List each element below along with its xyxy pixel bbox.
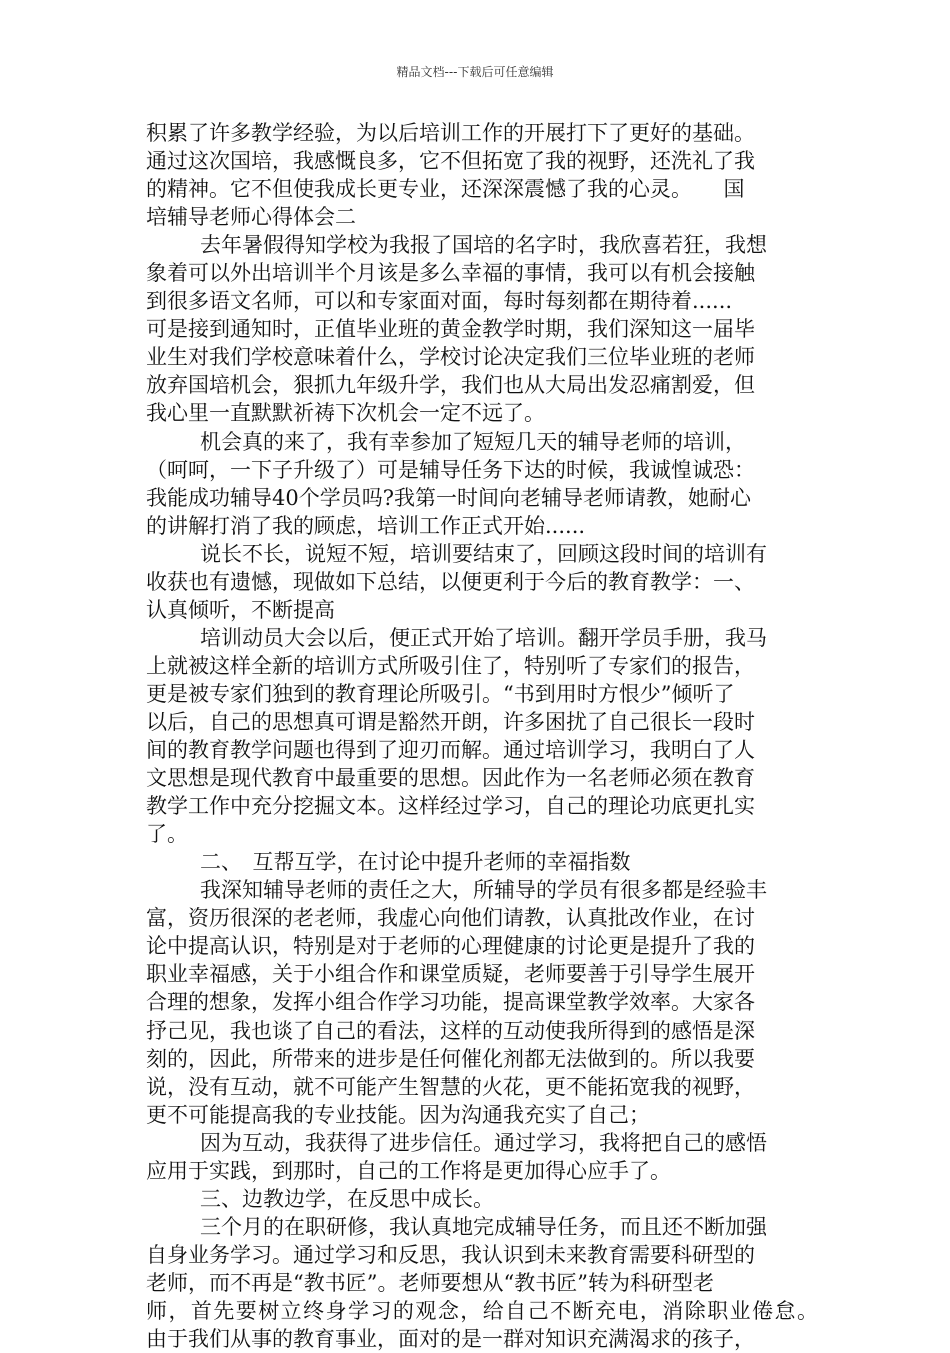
text-line: 职业幸福感，关于小组合作和课堂质疑，老师要善于引导学生展开 <box>146 962 755 987</box>
text-line: 应用于实践，到那时，自己的工作将是更加得心应手了。 <box>146 1158 671 1183</box>
text-line: 认真倾听，不断提高 <box>146 597 335 622</box>
text-line: 放弃国培机会，狠抓九年级升学，我们也从大局出发忍痛割爱，但 <box>146 373 755 398</box>
text-line: 上就被这样全新的培训方式所吸引住了，特别听了专家们的报告， <box>146 653 755 678</box>
text-line: 我能成功辅导40个学员吗?我第一时间向老辅导老师请教，她耐心 <box>146 485 751 510</box>
text-line: 培训动员大会以后，便正式开始了培训。翻开学员手册，我马 <box>200 625 767 650</box>
text-line: 论中提高认识，特别是对于老师的心理健康的讨论更是提升了我的 <box>146 934 755 959</box>
text-line: 以后，自己的思想真可谓是豁然开朗，许多困扰了自己很长一段时 <box>146 709 755 734</box>
text-line: 去年暑假得知学校为我报了国培的名字时，我欣喜若狂，我想 <box>200 233 767 258</box>
text-line: 合理的想象，发挥小组合作学习功能，提高课堂教学效率。大家各 <box>146 990 755 1015</box>
text-line: 到很多语文名师，可以和专家面对面，每时每刻都在期待着...... <box>146 289 733 314</box>
text-line: 更不可能提高我的专业技能。因为沟通我充实了自己； <box>146 1102 650 1127</box>
text-line: 说，没有互动，就不可能产生智慧的火花，更不能拓宽我的视野， <box>146 1074 755 1099</box>
text-line: 老师，而不再是“教书匠”。老师要想从“教书匠”转为科研型老 <box>146 1270 714 1295</box>
document-body <box>146 119 818 1353</box>
text-line: 可是接到通知时，正值毕业班的黄金教学时期，我们深知这一届毕 <box>146 317 755 342</box>
text-line: 间的教育教学问题也得到了迎刃而解。通过培训学习，我明白了人 <box>146 738 755 763</box>
text-line: 三、边教边学，在反思中成长。 <box>200 1186 494 1211</box>
text-line: 象着可以外出培训半个月该是多么幸福的事情，我可以有机会接触 <box>146 261 755 286</box>
text-line: 培辅导老师心得体会二 <box>146 205 356 230</box>
text-line: 了。 <box>146 822 188 847</box>
text-line: （呵呵，一下子升级了）可是辅导任务下达的时候，我诚惶诚恐： <box>146 457 755 482</box>
text-line: 富，资历很深的老老师，我虚心向他们请教，认真批改作业，在讨 <box>146 906 755 931</box>
text-line: 通过这次国培，我感慨良多，它不但拓宽了我的视野，还洗礼了我 <box>146 149 755 174</box>
text-line: 我心里一直默默祈祷下次机会一定不远了。 <box>146 401 545 426</box>
text-line: 因为互动，我获得了进步信任。通过学习，我将把自己的感悟 <box>200 1130 767 1155</box>
text-line: 的讲解打消了我的顾虑，培训工作正式开始...... <box>146 513 586 538</box>
text-line: 业生对我们学校意味着什么，学校讨论决定我们三位毕业班的老师 <box>146 345 755 370</box>
text-line: 的精神。它不但使我成长更专业，还深深震憾了我的心灵。 国 <box>146 177 745 202</box>
text-line: 教学工作中充分挖掘文本。这样经过学习，自己的理论功底更扎实 <box>146 794 755 819</box>
text-line: 更是被专家们独到的教育理论所吸引。“书到用时方恨少”倾听了 <box>146 681 735 706</box>
text-line: 二、 互帮互学，在讨论中提升老师的幸福指数 <box>200 850 631 875</box>
text-line: 师，首先要树立终身学习的观念，给自己不断充电，消除职业倦怠。 <box>146 1298 820 1323</box>
text-line: 机会真的来了，我有幸参加了短短几天的辅导老师的培训， <box>200 429 746 454</box>
text-line: 由于我们从事的教育事业，面对的是一群对知识充满渴求的孩子， <box>146 1327 755 1352</box>
text-line: 文思想是现代教育中最重要的思想。因此作为一名老师必须在教育 <box>146 766 755 791</box>
text-line: 三个月的在职研修，我认真地完成辅导任务，而且还不断加强 <box>200 1214 767 1239</box>
text-line: 积累了许多教学经验，为以后培训工作的开展打下了更好的基础。 <box>146 121 755 145</box>
text-line: 自身业务学习。通过学习和反思，我认识到未来教育需要科研型的 <box>146 1242 755 1267</box>
text-line: 我深知辅导老师的责任之大，所辅导的学员有很多都是经验丰 <box>200 878 767 903</box>
page-header: 精品文档---下载后可任意编辑 <box>396 65 554 79</box>
text-line: 收获也有遗憾，现做如下总结，以便更利于今后的教育教学：一、 <box>146 569 755 594</box>
text-line: 抒己见，我也谈了自己的看法，这样的互动使我所得到的感悟是深 <box>146 1018 755 1043</box>
text-line: 说长不长，说短不短，培训要结束了，回顾这段时间的培训有 <box>200 541 767 566</box>
text-line: 刻的，因此，所带来的进步是任何催化剂都无法做到的。所以我要 <box>146 1046 755 1071</box>
